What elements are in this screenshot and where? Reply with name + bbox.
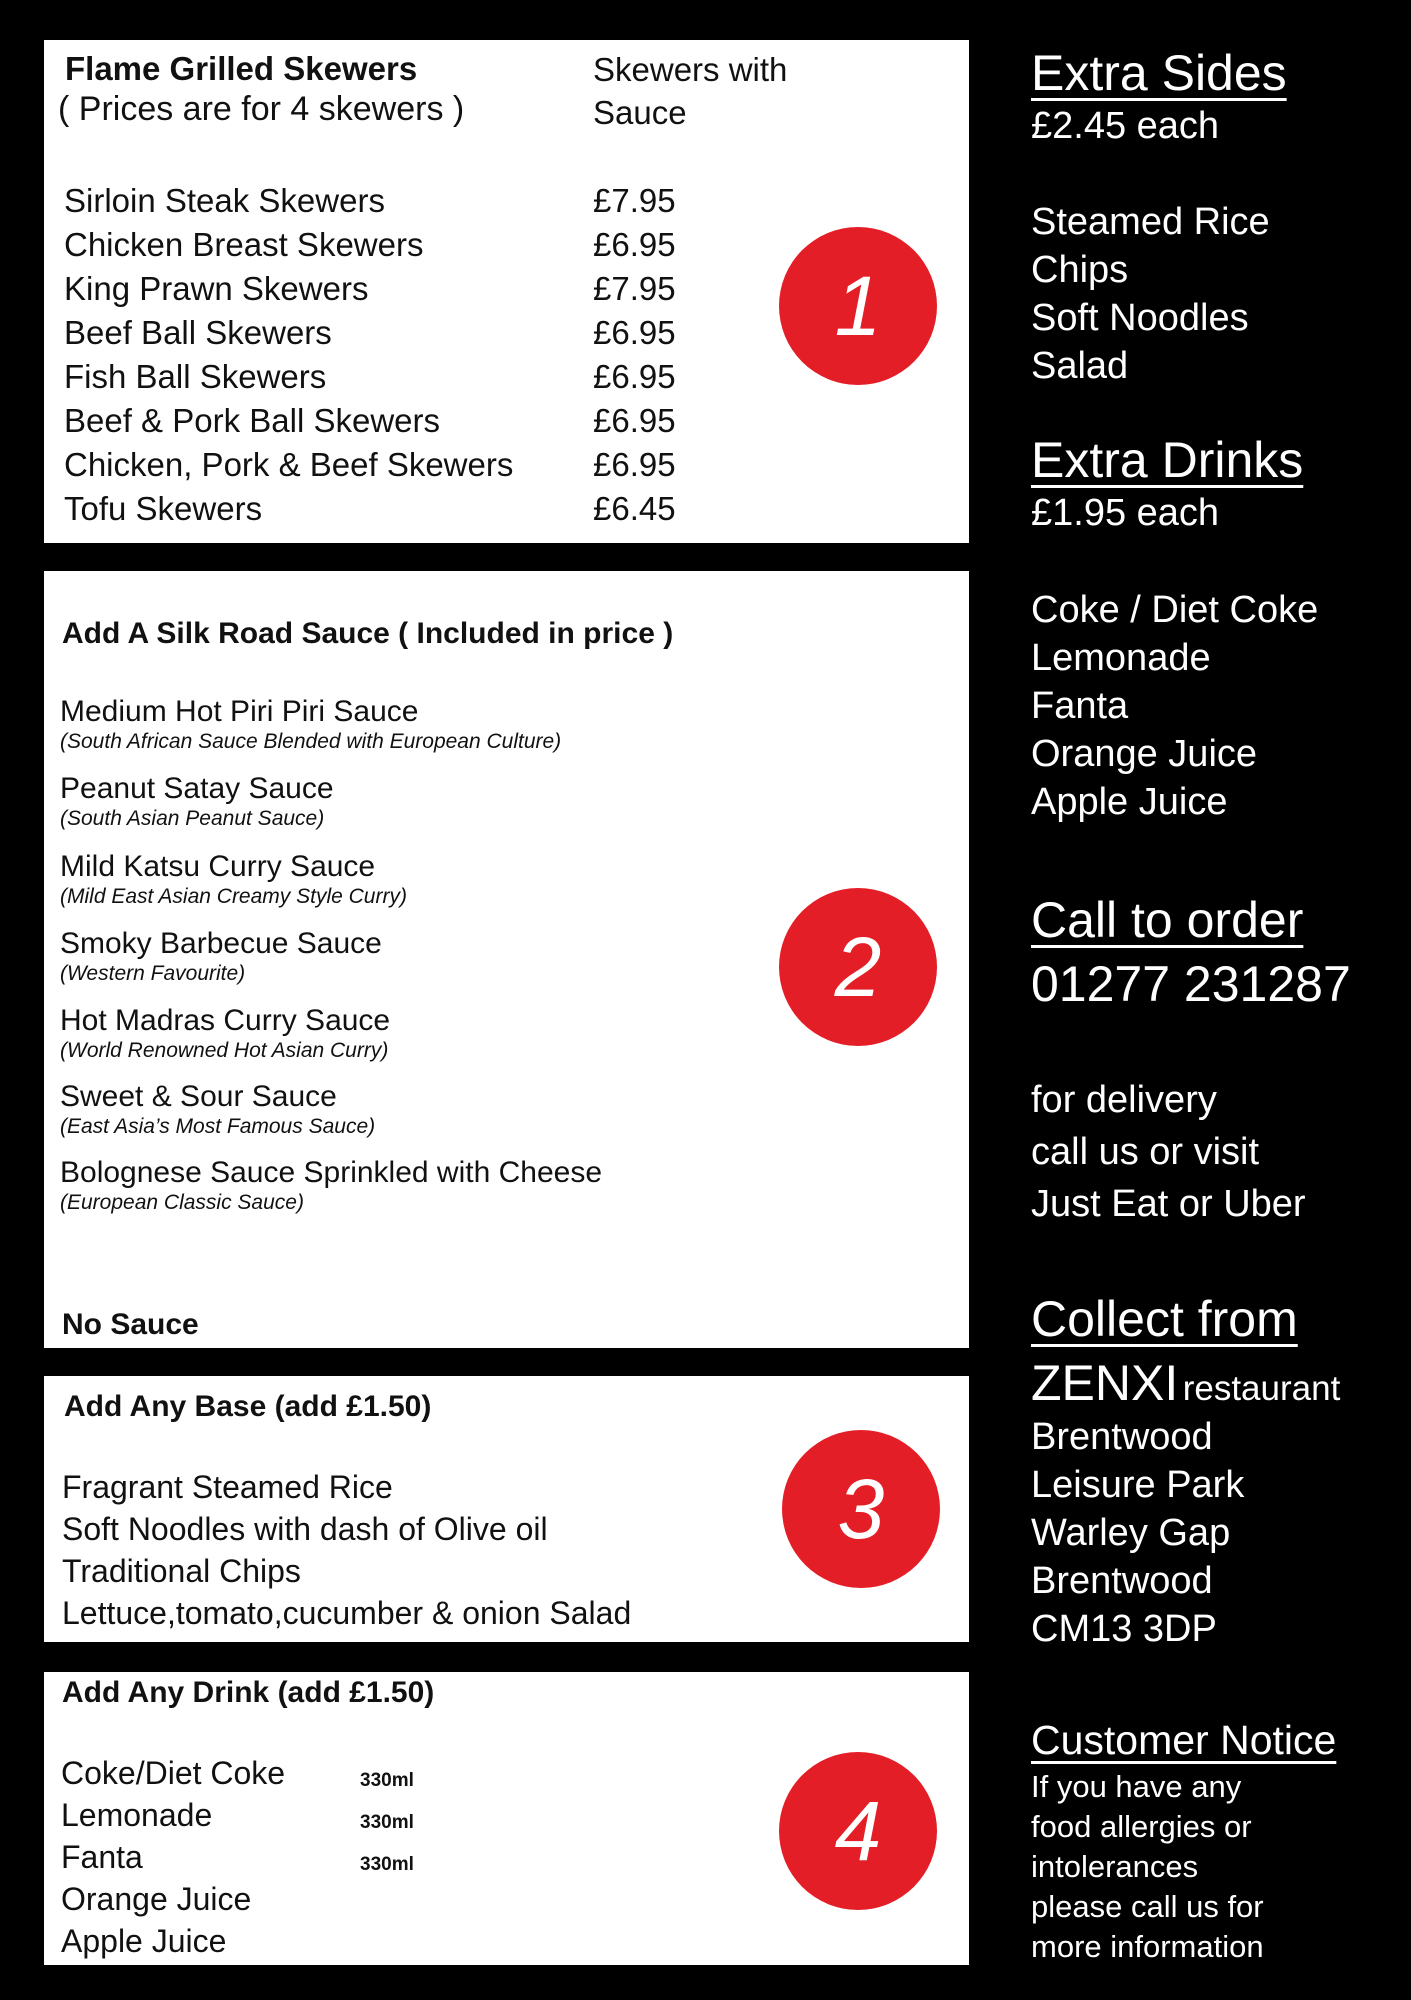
sauce-item bbox=[60, 927, 382, 986]
sauce-description: (South African Sauce Blended with European Culture) bbox=[60, 730, 562, 753]
base-list bbox=[62, 1466, 631, 1634]
sauce-name: Peanut Satay Sauce bbox=[60, 772, 334, 805]
extra-drink-item: Orange Juice bbox=[1031, 733, 1258, 775]
base-item: Fragrant Steamed Rice bbox=[62, 1469, 393, 1505]
sauce-description: (European Classic Sauce) bbox=[60, 1191, 304, 1214]
delivery-line: Just Eat or Uber bbox=[1031, 1183, 1306, 1225]
drink-item: Fanta bbox=[61, 1839, 143, 1875]
drink-size: 330ml bbox=[360, 1854, 414, 1875]
address-line: Warley Gap bbox=[1031, 1512, 1231, 1554]
customer-notice-text bbox=[1031, 1767, 1264, 1967]
step-4-badge: 4 bbox=[779, 1752, 937, 1910]
menu-item-name: Tofu Skewers bbox=[64, 490, 263, 527]
customer-notice-heading: Customer Notice bbox=[1031, 1717, 1337, 1763]
base-item: Traditional Chips bbox=[62, 1553, 301, 1589]
menu-item-price: £6.95 bbox=[593, 358, 676, 395]
address-line: Brentwood bbox=[1031, 1560, 1213, 1602]
restaurant-word: restaurant bbox=[1182, 1369, 1341, 1408]
sauce-title: Add A Silk Road Sauce ( Included in price ) bbox=[62, 617, 674, 650]
sauce-description: (Western Favourite) bbox=[60, 962, 246, 985]
menu-item-price: £6.95 bbox=[593, 314, 676, 351]
delivery-info bbox=[1031, 1074, 1306, 1230]
delivery-line: for delivery bbox=[1031, 1079, 1217, 1121]
extra-side-item: Soft Noodles bbox=[1031, 297, 1249, 339]
notice-line: more information bbox=[1031, 1929, 1264, 1964]
menu-item-name: Beef Ball Skewers bbox=[64, 314, 332, 351]
sauce-name: Sweet & Sour Sauce bbox=[60, 1080, 337, 1113]
menu-item-price: £6.95 bbox=[593, 226, 676, 263]
restaurant-line bbox=[1031, 1354, 1340, 1412]
notice-line: intolerances bbox=[1031, 1849, 1199, 1884]
extra-sides-heading: Extra Sides bbox=[1031, 45, 1287, 101]
menu-item-name: Beef & Pork Ball Skewers bbox=[64, 402, 440, 439]
no-sauce-option: No Sauce bbox=[62, 1308, 199, 1341]
base-panel bbox=[44, 1376, 969, 1642]
skewers-subtitle: ( Prices are for 4 skewers ) bbox=[58, 90, 465, 128]
drink-item: Coke/Diet Coke bbox=[61, 1755, 286, 1791]
base-item: Lettuce,tomato,cucumber & onion Salad bbox=[62, 1595, 632, 1631]
base-item: Soft Noodles with dash of Olive oil bbox=[62, 1511, 548, 1547]
extra-sides-price: £2.45 each bbox=[1031, 105, 1220, 147]
drink-panel bbox=[44, 1672, 969, 1965]
sauce-name: Medium Hot Piri Piri Sauce bbox=[60, 695, 419, 728]
extra-drink-item: Lemonade bbox=[1031, 637, 1211, 679]
notice-line: If you have any bbox=[1031, 1769, 1242, 1804]
sauce-name: Hot Madras Curry Sauce bbox=[60, 1004, 391, 1037]
drink-size: 330ml bbox=[360, 1812, 414, 1833]
sauce-item bbox=[60, 1156, 602, 1215]
extra-drink-item: Fanta bbox=[1031, 685, 1129, 727]
extra-drink-item: Coke / Diet Coke bbox=[1031, 589, 1319, 631]
step-1-badge: 1 bbox=[779, 227, 937, 385]
drink-item: Lemonade bbox=[61, 1797, 213, 1833]
sauce-description: (South Asian Peanut Sauce) bbox=[60, 807, 325, 830]
extra-drinks-list bbox=[1031, 586, 1318, 826]
drink-size-list bbox=[360, 1760, 414, 1886]
drink-item: Apple Juice bbox=[61, 1923, 227, 1959]
sauce-item bbox=[60, 1080, 375, 1139]
step-2-badge: 2 bbox=[779, 888, 937, 1046]
address-block bbox=[1031, 1413, 1244, 1653]
sauce-name: Smoky Barbecue Sauce bbox=[60, 927, 382, 960]
address-line: Leisure Park bbox=[1031, 1464, 1245, 1506]
drink-size: 330ml bbox=[360, 1770, 414, 1791]
extra-drinks-heading: Extra Drinks bbox=[1031, 432, 1304, 488]
menu-item-name: Chicken, Pork & Beef Skewers bbox=[64, 446, 514, 483]
menu-item-price: £7.95 bbox=[593, 182, 676, 219]
notice-line: please call us for bbox=[1031, 1889, 1264, 1924]
drink-title: Add Any Drink (add £1.50) bbox=[62, 1676, 435, 1709]
skewers-title: Flame Grilled Skewers bbox=[65, 50, 418, 87]
step-3-badge: 3 bbox=[782, 1430, 940, 1588]
sauce-item bbox=[60, 695, 561, 754]
address-line: Brentwood bbox=[1031, 1416, 1213, 1458]
sauce-description: (East Asia’s Most Famous Sauce) bbox=[60, 1115, 376, 1138]
menu-item-name: King Prawn Skewers bbox=[64, 270, 369, 307]
menu-item-price: £6.95 bbox=[593, 446, 676, 483]
menu-item-name: Chicken Breast Skewers bbox=[64, 226, 424, 263]
delivery-line: call us or visit bbox=[1031, 1131, 1260, 1173]
phone-number: 01277 231287 bbox=[1031, 956, 1351, 1012]
sauce-item bbox=[60, 772, 334, 831]
sauce-panel bbox=[44, 571, 969, 1348]
collect-from-heading: Collect from bbox=[1031, 1291, 1298, 1347]
restaurant-name: ZENXI bbox=[1031, 1355, 1179, 1411]
sauce-description: (Mild East Asian Creamy Style Curry) bbox=[60, 885, 407, 908]
sauce-item bbox=[60, 1004, 390, 1063]
sauce-name: Bolognese Sauce Sprinkled with Cheese bbox=[60, 1156, 603, 1189]
extra-side-item: Steamed Rice bbox=[1031, 201, 1270, 243]
extra-drinks-price: £1.95 each bbox=[1031, 492, 1220, 534]
skewer-price-list bbox=[593, 179, 676, 531]
extra-sides-list bbox=[1031, 198, 1270, 390]
base-title: Add Any Base (add £1.50) bbox=[64, 1390, 432, 1423]
drink-item: Orange Juice bbox=[61, 1881, 252, 1917]
extra-drink-item: Apple Juice bbox=[1031, 781, 1228, 823]
menu-item-price: £6.95 bbox=[593, 402, 676, 439]
call-to-order-heading: Call to order bbox=[1031, 892, 1304, 948]
sauce-name: Mild Katsu Curry Sauce bbox=[60, 850, 376, 883]
sauce-item bbox=[60, 850, 407, 909]
menu-item-name: Sirloin Steak Skewers bbox=[64, 182, 385, 219]
menu-item-name: Fish Ball Skewers bbox=[64, 358, 327, 395]
notice-line: food allergies or bbox=[1031, 1809, 1252, 1844]
price-column-header: Skewers with Sauce bbox=[593, 51, 788, 131]
menu-item-price: £7.95 bbox=[593, 270, 676, 307]
skewers-panel bbox=[44, 40, 969, 543]
address-line: CM13 3DP bbox=[1031, 1608, 1217, 1650]
menu-item-price: £6.45 bbox=[593, 490, 676, 527]
drink-list bbox=[61, 1752, 285, 1962]
extra-side-item: Salad bbox=[1031, 345, 1129, 387]
sauce-description: (World Renowned Hot Asian Curry) bbox=[60, 1039, 389, 1062]
extra-side-item: Chips bbox=[1031, 249, 1129, 291]
skewer-list bbox=[64, 179, 513, 531]
